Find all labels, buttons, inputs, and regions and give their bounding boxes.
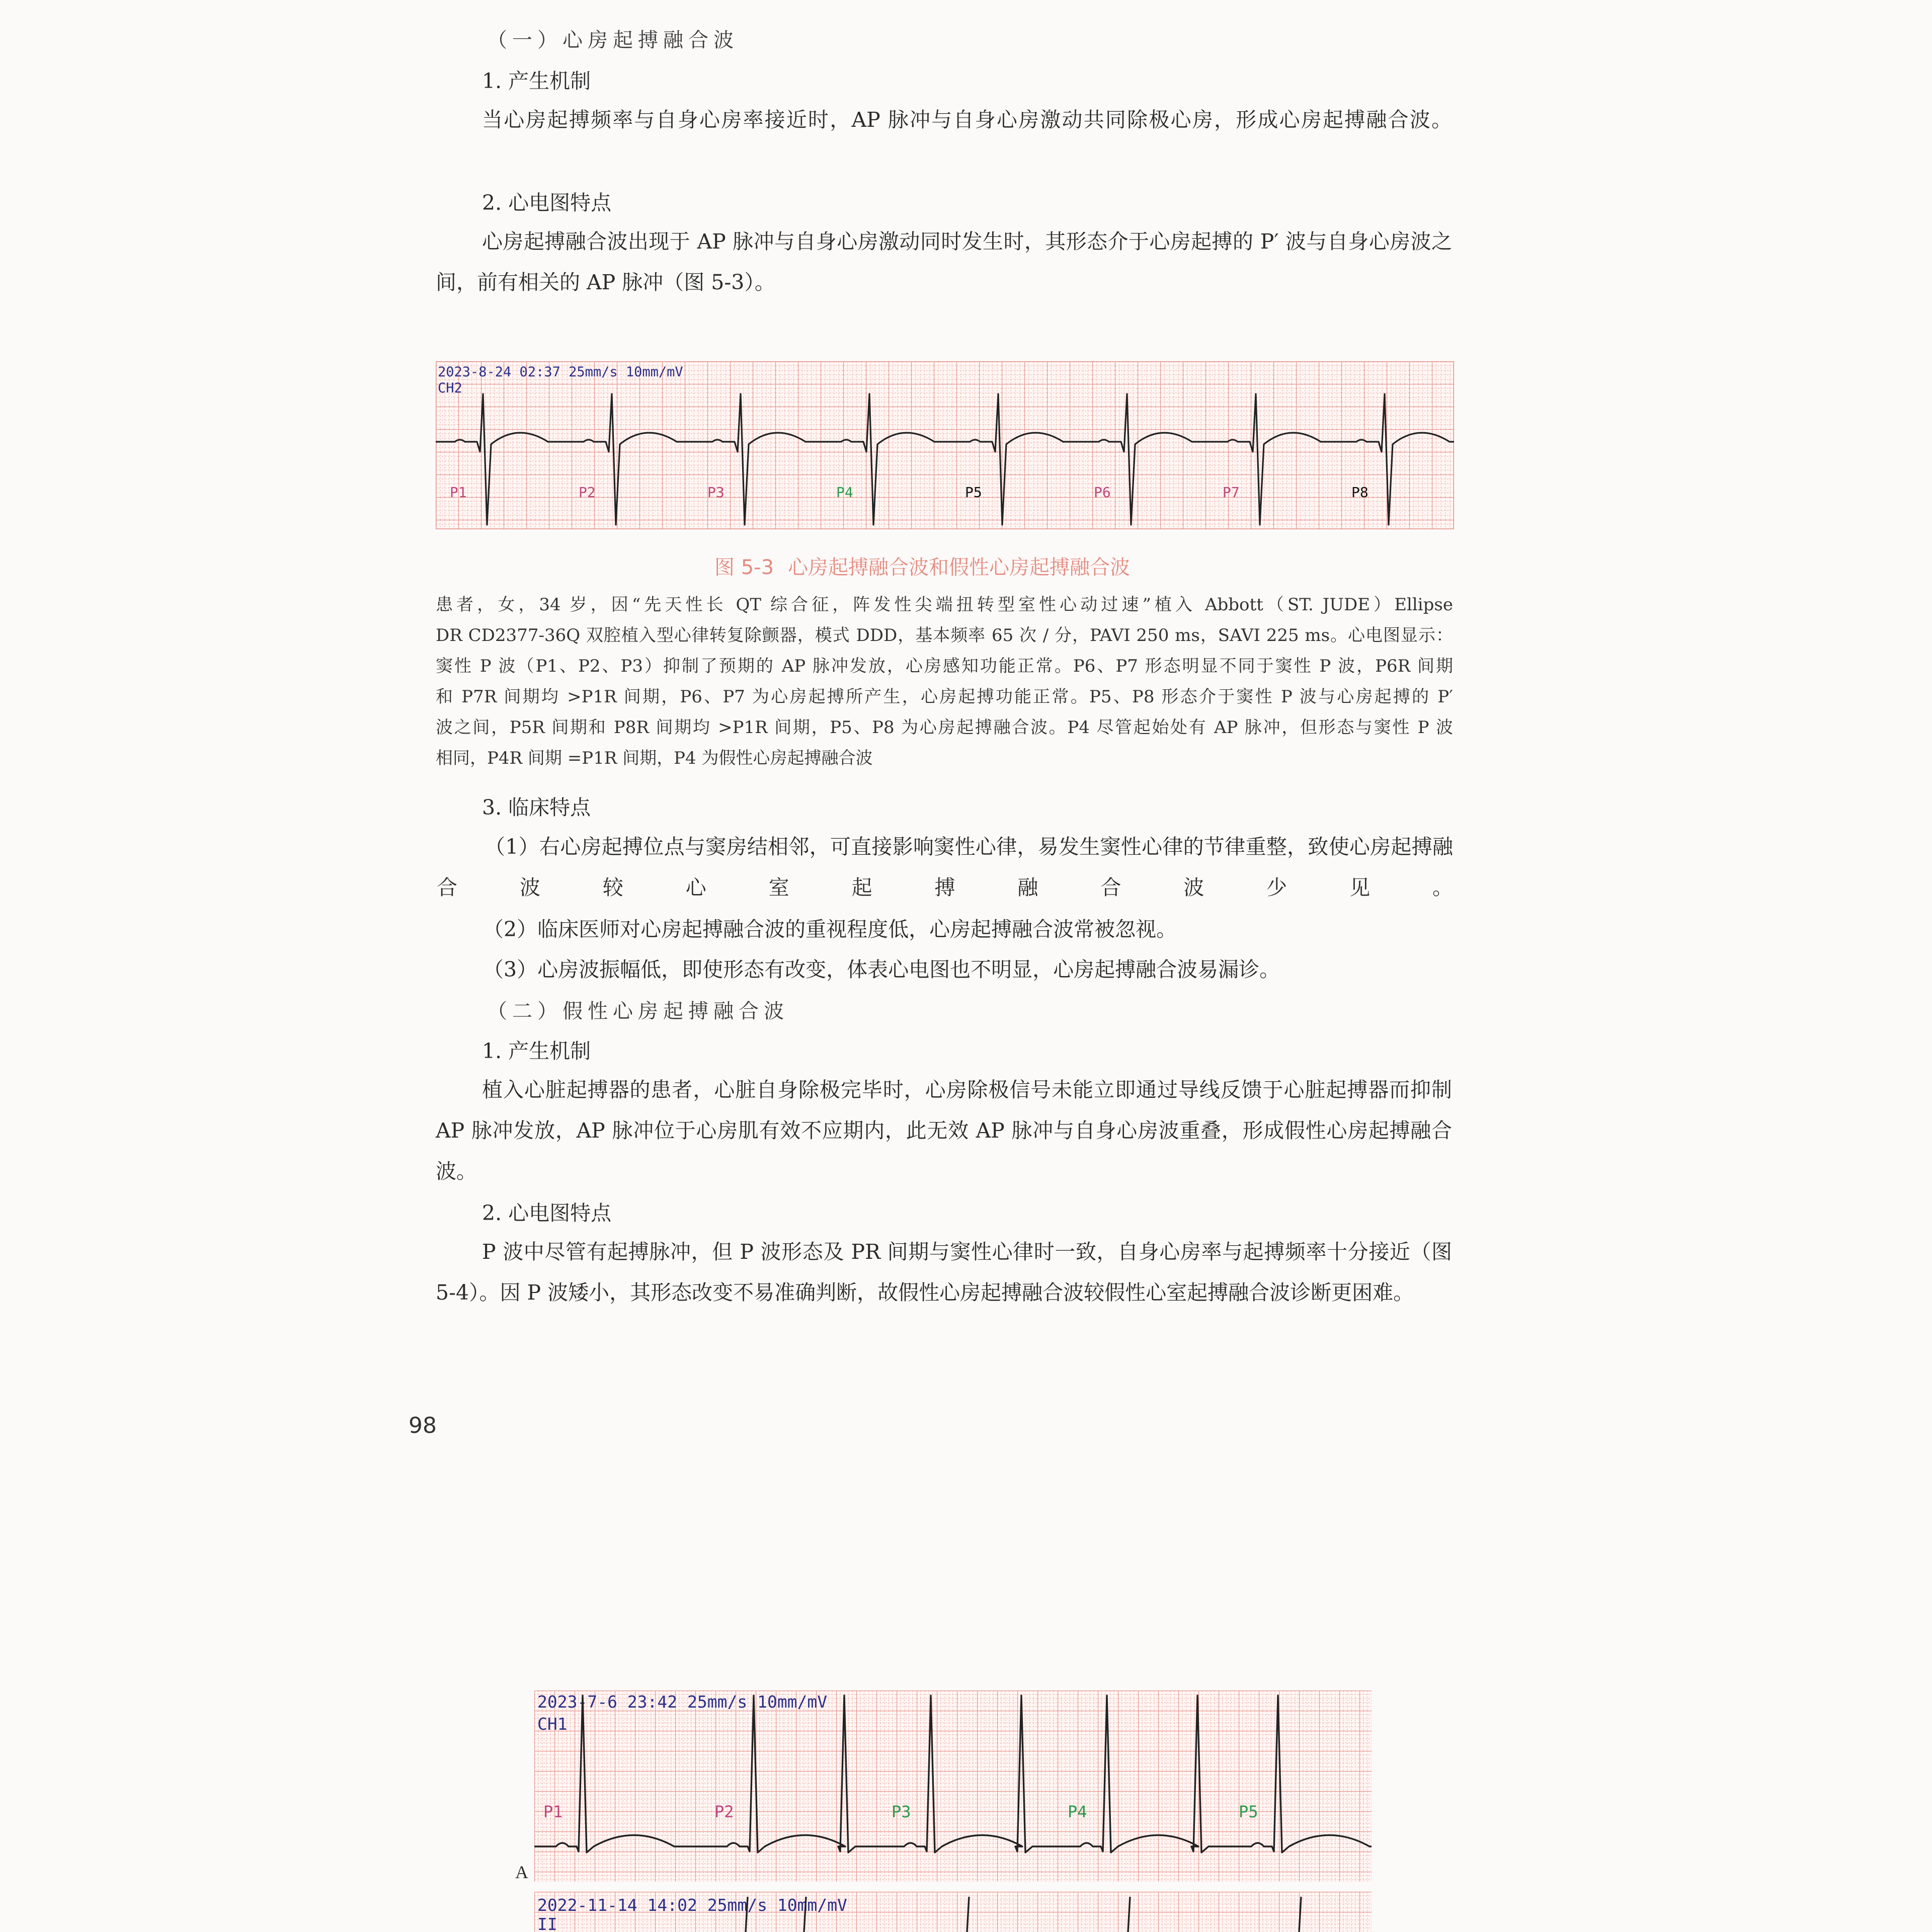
figure-5-3-p-label: P3 (707, 484, 725, 501)
case-note-line: 相同，P4R 间期 =P1R 间期，P4 为假性心房起搏融合波 (436, 748, 873, 768)
case-note-line: 和 P7R 间期均 >P1R 间期，P6、P7 为心房起搏所产生，心房起搏功能正常。P5、P8 形态介于窦性 P 波与心房起搏的 P′ (436, 687, 1453, 707)
figure-5-3-p-label: P6 (1094, 484, 1111, 501)
section-two-ecg-title: 2. 心电图特点 (482, 1201, 612, 1225)
strip-b-header: 2022-11-14 14:02 25mm/s 10mm/mV (537, 1895, 847, 1915)
case-note-line: 波之间，P5R 间期和 P8R 间期均 >P1R 间期，P5、P8 为心房起搏融合波。P4 尽管起始处有 AP 脉冲，但形态与窦性 P 波 (436, 717, 1453, 738)
figure-5-3-ecg-strip (436, 361, 1454, 529)
section-one-ecg-text: 心房起搏融合波出现于 AP 脉冲与自身心房激动同时发生时，其形态介于心房起搏的 P′ 波与自身心房波之间，前有相关的 AP 脉冲（图 5-3）。 (436, 229, 1452, 294)
case-note-line: DR CD2377-36Q 双腔植入型心律转复除颤器，模式 DDD，基本频率 65 次 / 分，PAVI 250 ms，SAVI 225 ms。心电图显示： (436, 625, 1453, 646)
section-one-mechanism-title: 1. 产生机制 (482, 69, 591, 93)
section-two-heading: （二）假性心房起搏融合波 (487, 1000, 789, 1023)
figure-5-4-p-label: P1 (543, 1802, 563, 1821)
clinical-item-2: （2）临床医师对心房起搏融合波的重视程度低，心房起搏融合波常被忽视。 (483, 917, 1177, 941)
figure-5-3-header: 2023-8-24 02:37 25mm/s 10mm/mV (438, 364, 683, 380)
figure-5-4-p-label: P3 (892, 1802, 911, 1821)
section-one-heading: （一）心房起搏融合波 (487, 29, 739, 52)
figure-5-3-p-label: P4 (836, 484, 853, 501)
figure-5-3-p-label: P1 (450, 484, 467, 501)
figure-5-3-p-label: P5 (965, 484, 982, 501)
figure-5-4-p-label: P2 (714, 1802, 734, 1821)
figure-5-3-caption-number: 图 5-3 (714, 556, 774, 579)
section-two-mechanism-text: 植入心脏起搏器的患者，心脏自身除极完毕时，心房除极信号未能立即通过导线反馈于心脏起搏器而抑制 AP 脉冲发放，AP 脉冲位于心房肌有效不应期内，此无效 AP 脉冲与自身心房波重叠，形成假性心房起搏融合波。 (436, 1078, 1452, 1183)
figure-5-3-p-label: P8 (1351, 484, 1369, 501)
case-note-line: 窦性 P 波（P1、P2、P3）抑制了预期的 AP 脉冲发放，心房感知功能正常。P6、P7 形态明显不同于窦性 P 波，P6R 间期 (436, 656, 1453, 676)
section-one-ecg-title: 2. 心电图特点 (482, 191, 612, 215)
clinical-title: 3. 临床特点 (482, 795, 591, 820)
strip-a-header: 2023-7-6 23:42 25mm/s 10mm/mV (537, 1692, 828, 1712)
figure-5-4-ecg-strips (534, 1691, 1372, 1932)
figure-5-4-p-label: P5 (1239, 1802, 1258, 1821)
case-note-line: 患者，女，34 岁，因“先天性长 QT 综合征，阵发性尖端扭转型室性心动过速”植入 Abbott（ST. JUDE）Ellipse (436, 595, 1453, 615)
section-two-ecg-text: P 波中尽管有起搏脉冲，但 P 波形态及 PR 间期与窦性心律时一致，自身心房率与起搏频率十分接近（图 5-4）。因 P 波矮小，其形态改变不易准确判断，故假性心房起搏融合波较假性心室起搏融合波诊断更困难。 (436, 1240, 1452, 1305)
clinical-item-1: （1）右心房起搏位点与窦房结相邻，可直接影响窦性心律，易发生窦性心律的节律重整，致使心房起搏融合波较心室起搏融合波少见。 (437, 835, 1453, 900)
clinical-item-3: （3）心房波振幅低，即使形态有改变，体表心电图也不明显，心房起搏融合波易漏诊。 (483, 957, 1280, 982)
figure-5-3-p-label: P7 (1223, 484, 1240, 501)
figure-5-3-p-label: P2 (579, 484, 596, 501)
page-number: 98 (409, 1413, 437, 1438)
figure-5-3-channel: CH2 (438, 380, 462, 396)
section-one-mechanism-text: 当心房起搏频率与自身心房率接近时，AP 脉冲与自身心房激动共同除极心房，形成心房起搏融合波。 (482, 108, 1452, 132)
figure-5-3-caption-text: 心房起搏融合波和假性心房起搏融合波 (788, 556, 1131, 579)
section-two-mechanism-title: 1. 产生机制 (482, 1039, 591, 1063)
strip-a-channel: CH1 (537, 1714, 568, 1734)
strip-a-panel-label: A (515, 1862, 528, 1882)
figure-5-3-caption (714, 551, 1144, 580)
figure-5-4-p-label: P4 (1068, 1802, 1087, 1821)
strip-b-channel: II (537, 1914, 557, 1932)
